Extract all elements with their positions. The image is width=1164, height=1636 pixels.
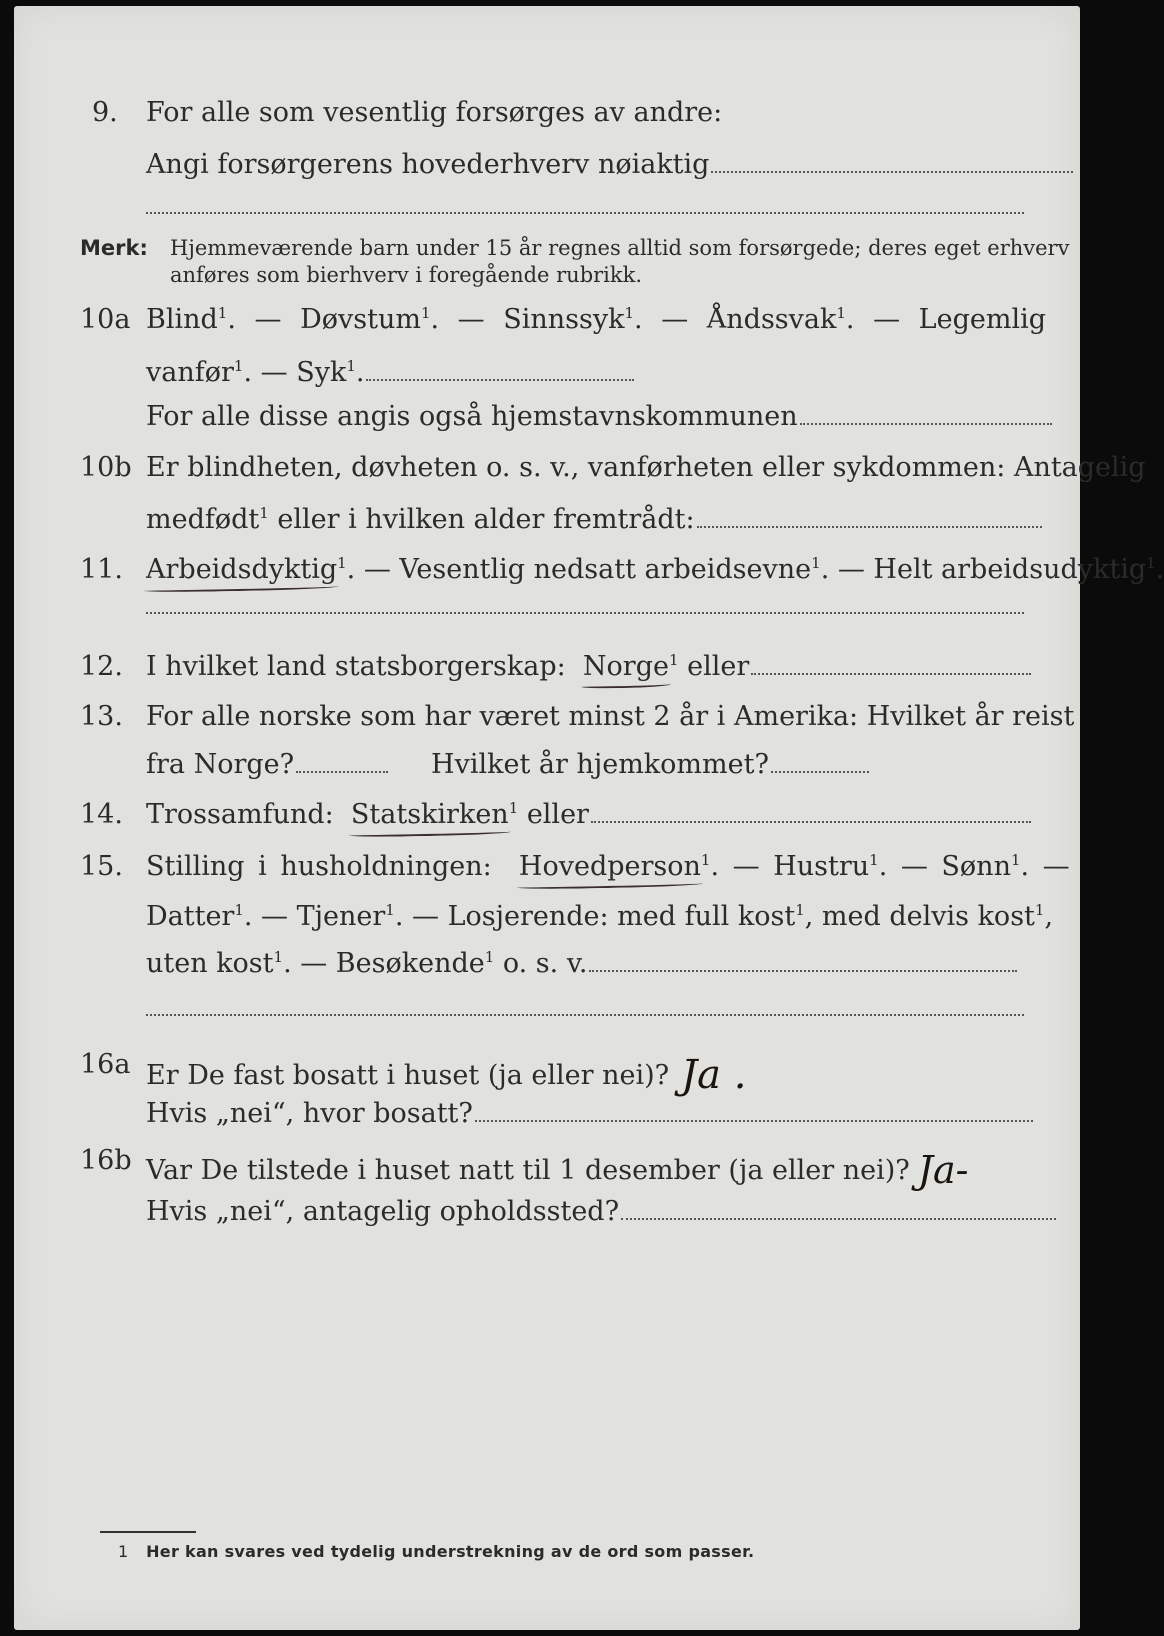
q14-answer-line[interactable] <box>591 820 1031 823</box>
q11-number: 11. <box>80 554 123 585</box>
q9-answer-line-2[interactable] <box>146 212 1024 214</box>
q16b-handwritten-answer[interactable]: Ja- <box>917 1148 969 1192</box>
q10a-syk-answer-line[interactable] <box>366 378 634 381</box>
sup: 1 <box>1146 554 1156 572</box>
q13-hjemkommet: Hvilket år hjemkommet? <box>431 749 769 780</box>
sup: 1 <box>508 799 519 817</box>
q14-number: 14. <box>80 799 123 830</box>
q15-comma: , <box>1044 901 1054 932</box>
sup: 1 <box>668 651 679 669</box>
q11-answer-line[interactable] <box>146 612 1024 614</box>
q10a-andssvak: . — Åndssvak <box>634 304 837 335</box>
q10b-line2 <box>146 506 1042 533</box>
q15-hovedperson-underlined[interactable]: Hovedperson <box>518 851 701 882</box>
q14-eller: eller <box>518 799 589 830</box>
merk-label: Merk: <box>80 236 148 260</box>
q15-line1 <box>146 853 1070 880</box>
q12-text: I hvilket land statsborgerskap: <box>146 651 566 682</box>
q15-dash: . — <box>1020 851 1070 882</box>
sup: 1 <box>420 304 431 322</box>
q13-line1: For alle norske som har været minst 2 år i Amerika: Hvilket år reist <box>146 701 1075 732</box>
q16a-line2 <box>146 1100 1033 1127</box>
q16b-line1 <box>146 1147 969 1192</box>
sup: 1 <box>624 304 635 322</box>
q10a-sinnssyk: . — Sinnssyk <box>430 304 625 335</box>
q15-answer-line-2[interactable] <box>146 1014 1024 1016</box>
footnote-rule <box>100 1531 196 1533</box>
q10b-alder: eller i hvilken alder fremtrådt: <box>268 504 695 535</box>
sup: 1 <box>346 357 356 375</box>
q16a-number: 16a <box>80 1049 131 1080</box>
q9-line1: For alle som vesentlig forsørges av andre: <box>146 97 723 128</box>
sup: 1 <box>1010 851 1021 869</box>
sup: 1 <box>234 901 244 919</box>
sup: 1 <box>385 901 395 919</box>
sup: 1 <box>484 948 495 966</box>
q14-text: Trossamfund: <box>146 799 334 830</box>
q11-udyktig: . — Helt arbeidsudyktig <box>820 554 1147 585</box>
q15-osv: o. s. v. <box>494 948 588 979</box>
q10a-blind: Blind <box>146 304 218 335</box>
q12-line <box>146 653 1031 680</box>
q10a-number: 10a <box>80 304 131 335</box>
sup: 1 <box>811 554 821 572</box>
q12-number: 12. <box>80 651 123 682</box>
footnote <box>118 1544 754 1560</box>
sup: 1 <box>795 901 805 919</box>
q10b-number: 10b <box>80 452 132 483</box>
footnote-text-b: tydelig understrekning av de ord som passer. <box>330 1542 755 1561</box>
sup: 1 <box>1034 901 1045 919</box>
q15-number: 15. <box>80 851 123 882</box>
q12-eller: eller <box>678 651 750 682</box>
q10b-line1: Er blindheten, døvheten o. s. v., vanførheten eller sykdommen: Antagelig <box>146 452 1146 483</box>
q16a-bosatt: Hvis „nei“, hvor bosatt? <box>146 1098 473 1129</box>
q16b-number: 16b <box>80 1145 132 1176</box>
q16b-text: Var De tilstede i huset natt til 1 desember (ja eller nei)? <box>146 1155 910 1186</box>
q14-statskirken-underlined[interactable]: Statskirken <box>350 799 509 830</box>
sup: 1 <box>259 504 269 522</box>
sup: 1 <box>700 851 711 869</box>
q10a-period: . <box>355 357 365 388</box>
q10b-medfodt: medfødt <box>146 504 260 535</box>
census-form-page <box>14 6 1164 1630</box>
sup: 1 <box>273 948 284 966</box>
q15-sonn: . — Sønn <box>878 851 1011 882</box>
q15-text: Stilling i husholdningen: <box>146 851 492 882</box>
q15-line2 <box>146 903 1053 930</box>
q12-norge-underlined[interactable]: Norge <box>582 651 669 682</box>
q15-losjerende-full: . — Losjerende: med full kost <box>394 901 796 932</box>
q16b-answer-line[interactable] <box>621 1217 1056 1220</box>
sup: 1 <box>869 851 879 869</box>
q11-arbeidsdyktig-underlined[interactable]: Arbeidsdyktig <box>146 554 338 585</box>
q13-number: 13. <box>80 701 123 732</box>
q11-nedsatt: . — Vesentlig nedsatt arbeidsevne <box>346 554 812 585</box>
q15-uten-kost: uten kost <box>146 948 274 979</box>
q10a-vanfor: vanfør <box>146 357 234 388</box>
q16a-handwritten-answer[interactable]: Ja . <box>681 1052 747 1098</box>
q10a-line1 <box>146 306 1046 333</box>
q13-hjemkommet-line[interactable] <box>771 770 869 773</box>
q9-answer-line[interactable] <box>711 170 1073 173</box>
sup: 1 <box>217 304 228 322</box>
q11-end: . <box>1155 554 1164 585</box>
q16b-line2 <box>146 1198 1056 1225</box>
q15-datter: Datter <box>146 901 235 932</box>
q9-line2-text: Angi forsørgerens hovederhverv nøiaktig <box>146 149 710 180</box>
q15-besokende: . — Besøkende <box>283 948 485 979</box>
q9-line2 <box>146 151 1073 178</box>
sup: 1 <box>233 357 244 375</box>
q10a-line2 <box>146 359 634 386</box>
q10a-hjemstavn-line[interactable] <box>800 422 1052 425</box>
q15-hustru: . — Hustru <box>710 851 870 882</box>
footnote-marker: 1 <box>118 1542 129 1561</box>
q15-delvis: , med delvis kost <box>804 901 1035 932</box>
q16a-answer-line[interactable] <box>475 1119 1033 1122</box>
q13-line2 <box>146 751 869 778</box>
q14-line <box>146 801 1031 828</box>
q13-reist-line[interactable] <box>296 770 388 773</box>
q11-line <box>146 556 1164 583</box>
footnote-text-a: Her kan svares ved <box>146 1542 325 1561</box>
q10a-dovstum: . — Døvstum <box>227 304 421 335</box>
q10b-answer-line[interactable] <box>697 525 1042 528</box>
q15-line3 <box>146 950 1017 977</box>
q13-reist: fra Norge? <box>146 749 295 780</box>
q9-number: 9. <box>92 97 118 128</box>
q10a-line3 <box>146 403 1052 430</box>
q15-answer-line[interactable] <box>589 969 1017 972</box>
merk-line1: Hjemmeværende barn under 15 år regnes alltid som forsørgede; deres eget erhverv <box>170 236 1070 260</box>
q16a-text: Er De fast bosatt i huset (ja eller nei)? <box>146 1060 670 1091</box>
sup: 1 <box>337 554 347 572</box>
q10a-legemlig: . — Legemlig <box>845 304 1046 335</box>
q16b-opholdssted: Hvis „nei“, antagelig opholdssted? <box>146 1196 620 1227</box>
sup: 1 <box>836 304 846 322</box>
q10a-syk: . — Syk <box>243 357 347 388</box>
q10a-hjemstavn-text: For alle disse angis også hjemstavnskommunen <box>146 401 798 432</box>
q16a-line1 <box>146 1051 747 1098</box>
q12-answer-line[interactable] <box>751 672 1031 675</box>
merk-line2: anføres som bierhverv i foregående rubrikk. <box>170 263 643 287</box>
q15-tjener: . — Tjener <box>243 901 386 932</box>
